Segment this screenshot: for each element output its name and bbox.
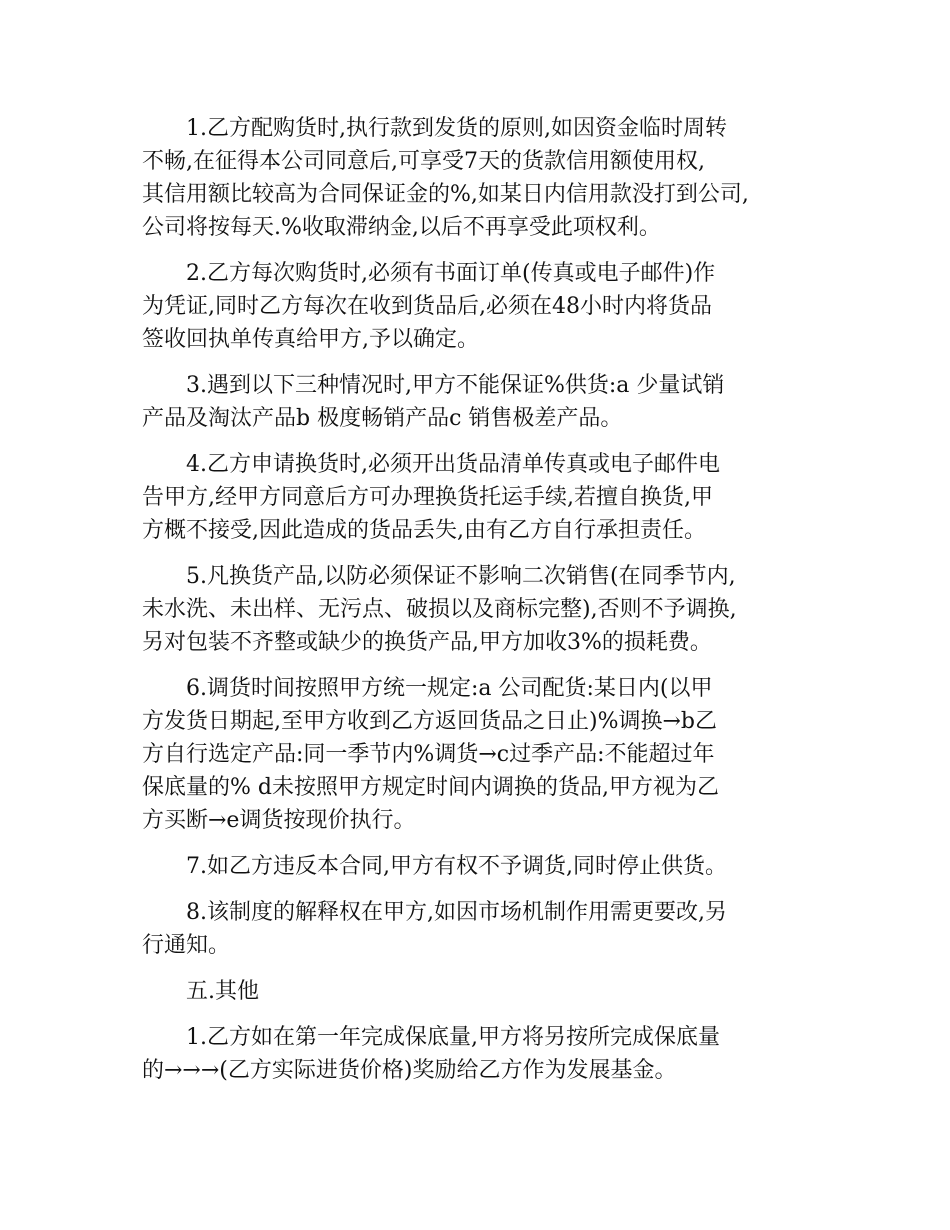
paragraph-line: 1.乙方配购货时,执行款到发货的原则,如因资金临时周转 — [186, 116, 727, 141]
document-body — [142, 112, 810, 1100]
paragraph-line: 方买断→e调货按现价执行。 — [142, 808, 416, 833]
paragraph-line: 3.遇到以下三种情况时,甲方不能保证%供货:a 少量试销 — [186, 373, 725, 398]
paragraph-line: 2.乙方每次购货时,必须有书面订单(传真或电子邮件)作 — [186, 261, 716, 286]
paragraph-line: 8.该制度的解释权在甲方,如因市场机制作用需更要改,另 — [186, 900, 727, 925]
paragraph-line: 保底量的% d未按照甲方规定时间内调换的货品,甲方视为乙 — [142, 775, 719, 800]
paragraph-5 — [142, 560, 810, 659]
paragraph-line: 5.凡换货产品,以防必须保证不影响二次销售(在同季节内, — [186, 564, 736, 589]
paragraph-line: 未水洗、未出样、无污点、破损以及商标完整),否则不予调换, — [142, 597, 737, 622]
paragraph-line: 方概不接受,因此造成的货品丢失,由有乙方自行承担责任。 — [142, 518, 706, 543]
paragraph-line: 的→→→(乙方实际进货价格)奖励给乙方作为发展基金。 — [142, 1058, 677, 1083]
paragraph-line: 公司将按每天.%收取滞纳金,以后不再享受此项权利。 — [142, 215, 661, 240]
paragraph-4 — [142, 448, 810, 547]
paragraph-3 — [142, 369, 810, 435]
paragraph-line: 4.乙方申请换货时,必须开出货品清单传真或电子邮件电 — [186, 452, 720, 477]
paragraph-line: 不畅,在征得本公司同意后,可享受7天的货款信用额使用权, — [142, 149, 705, 174]
paragraph-2 — [142, 257, 810, 356]
section-heading: 五.其他 — [186, 979, 259, 1004]
paragraph-line: 方自行选定产品:同一季节内%调货→c过季产品:不能超过年 — [142, 742, 715, 767]
paragraph-line: 告甲方,经甲方同意后方可办理换货托运手续,若擅自换货,甲 — [142, 485, 713, 510]
paragraph-7 — [142, 850, 810, 883]
paragraph-line: 行通知。 — [142, 933, 231, 958]
paragraph-line: 另对包装不齐整或缺少的换货产品,甲方加收3%的损耗费。 — [142, 630, 712, 655]
paragraph-6 — [142, 672, 810, 837]
paragraph-line: 6.调货时间按照甲方统一规定:a 公司配货:某日内(以甲 — [186, 676, 713, 701]
paragraph-final — [142, 1021, 810, 1087]
paragraph-line: 签收回执单传真给甲方,予以确定。 — [142, 327, 479, 352]
paragraph-8 — [142, 896, 810, 962]
paragraph-line: 7.如乙方违反本合同,甲方有权不予调货,同时停止供货。 — [186, 854, 727, 879]
paragraph-line: 方发货日期起,至甲方收到乙方返回货品之日止)%调换→b乙 — [142, 709, 717, 734]
paragraph-1 — [142, 112, 810, 244]
paragraph-line: 为凭证,同时乙方每次在收到货品后,必须在48小时内将货品 — [142, 294, 712, 319]
paragraph-line: 1.乙方如在第一年完成保底量,甲方将另按所完成保底量 — [186, 1025, 720, 1050]
paragraph-line: 其信用额比较高为合同保证金的%,如某日内信用款没打到公司, — [142, 182, 749, 207]
paragraph-line: 产品及淘汰产品b 极度畅销产品c 销售极差产品。 — [142, 406, 623, 431]
